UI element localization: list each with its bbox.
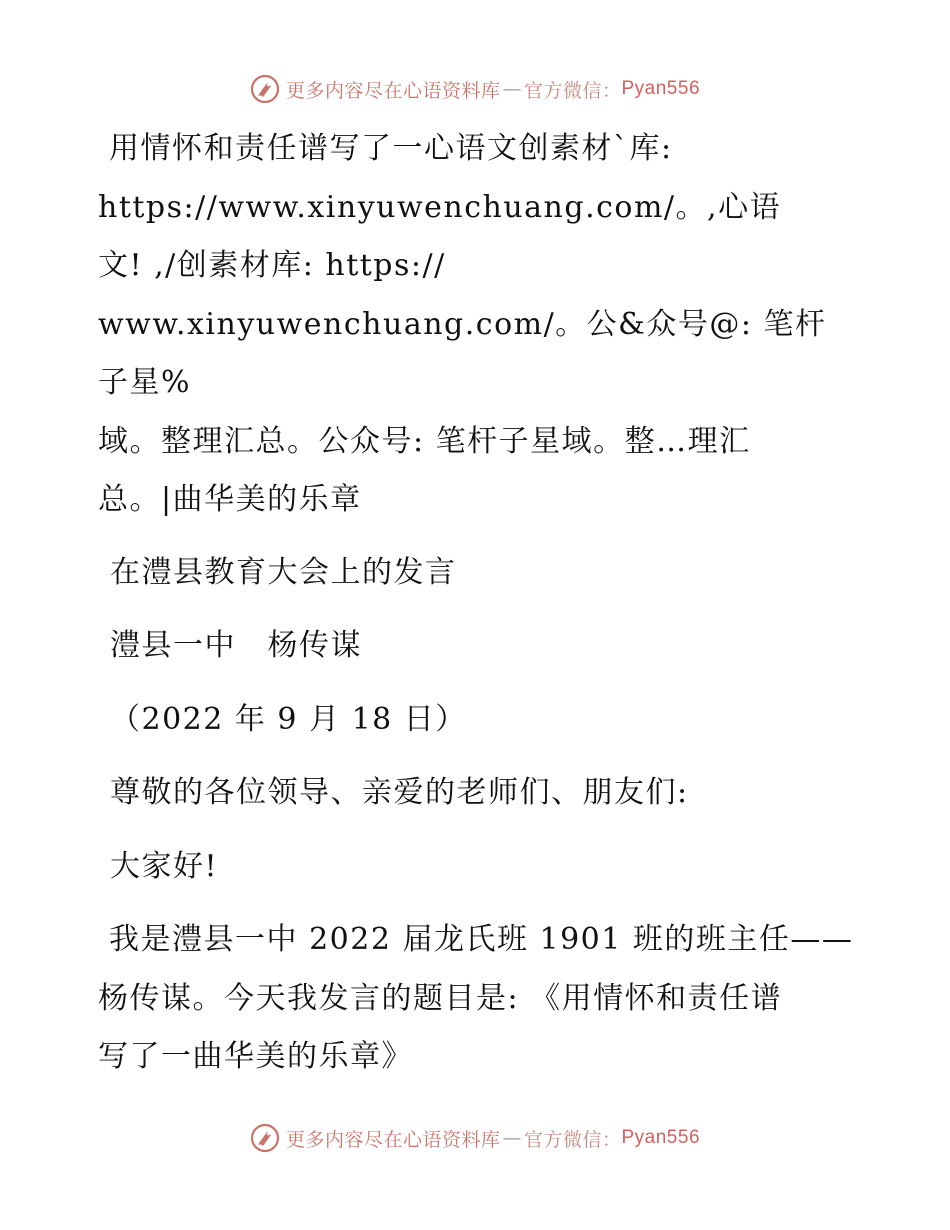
speech-title: 在澧县教育大会上的发言 — [110, 554, 457, 590]
banner-wechat-label: 官方微信： — [523, 79, 622, 102]
intro-line: 用情怀和责任谱写了一心语文创素材`库: — [98, 131, 673, 166]
speech-date: （2022 年 9 月 18 日） — [110, 701, 467, 737]
banner-wechat-id: Pyan556 — [621, 1127, 701, 1148]
body-line: 杨传谋。今天我发言的题目是: 《用情怀和责任谱 — [98, 980, 783, 1016]
salutation: 尊敬的各位领导、亲爱的老师们、朋友们: — [110, 775, 689, 810]
body-line: 写了一曲华美的乐章》 — [98, 1039, 413, 1074]
intro-line: 域。整理汇总。公众号: 笔杆子星域。整…理汇 — [98, 423, 751, 459]
banner-wechat-id: Pyan556 — [621, 78, 701, 99]
banner-wechat-label: 官方微信： — [523, 1128, 622, 1151]
banner-main-text: 更多内容尽在心语资料库 — [285, 1128, 501, 1151]
intro-line: 文! ,/创素材库: https:// — [98, 248, 446, 283]
intro-line: https://www.xinyuwenchuang.com/。,心语 — [98, 189, 782, 225]
pen-nib-logo-icon — [250, 74, 280, 104]
body-line: 我是澧县一中 2022 届龙氏班 1901 班的班主任—— — [98, 922, 854, 957]
banner-main-text: 更多内容尽在心语资料库 — [285, 79, 501, 102]
banner-dash: — — [502, 78, 522, 100]
intro-line: www.xinyuwenchuang.com/。公&众号@: 笔杆子星% — [98, 306, 827, 400]
intro-line: 总。|曲华美的乐章 — [98, 482, 362, 517]
document-body — [98, 120, 858, 1087]
footer-banner — [0, 1120, 950, 1156]
pen-nib-logo-icon — [250, 1123, 280, 1153]
header-banner — [0, 71, 950, 107]
speech-author: 澧县一中 杨传谋 — [110, 628, 362, 663]
banner-dash: — — [502, 1127, 522, 1149]
greeting: 大家好! — [110, 848, 219, 884]
